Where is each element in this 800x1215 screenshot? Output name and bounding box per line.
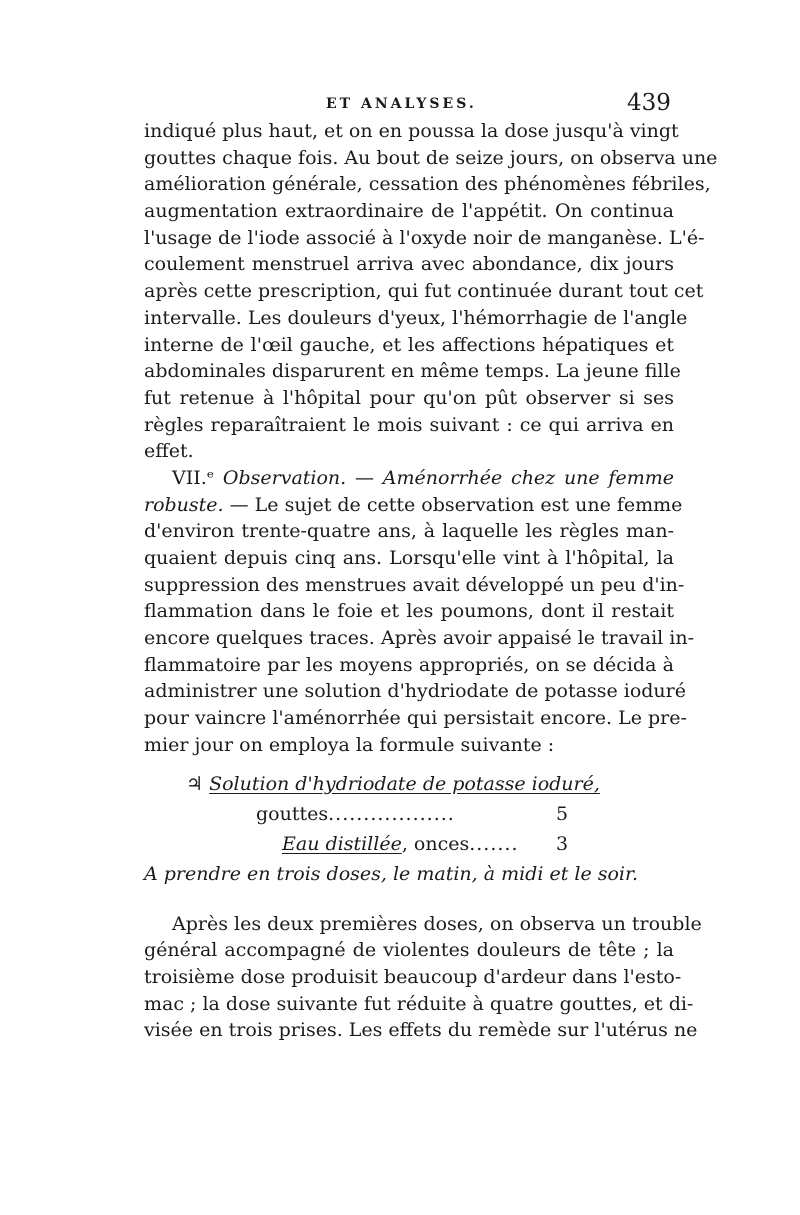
text-line: coulement menstruel arriva avec abondance, dix jours (144, 253, 674, 276)
text-line: l'usage de l'iode associé à l'oxyde noir de manganèse. L'é- (144, 226, 705, 249)
text-line: après cette prescription, qui fut continuée durant tout cet (144, 280, 704, 303)
text-line: général accompagné de violentes douleurs de tête ; la (144, 939, 674, 962)
prescription (144, 769, 674, 889)
text-line: visée en trois prises. Les effets du remède sur l'utérus ne (144, 1019, 698, 1042)
text-line: flammatoire par les moyens appropriés, on se décida à (144, 653, 674, 676)
text-line: gouttes chaque fois. Au bout de seize jours, on observa une (144, 146, 718, 169)
text-line: d'environ trente-quatre ans, à laquelle les règles man- (144, 520, 674, 543)
text-line: règles reparaîtraient le mois suivant : ce qui arriva en (144, 413, 674, 436)
page-number: 439 (627, 90, 671, 116)
observation-heading (144, 465, 674, 492)
recipe-item-name: Solution d'hydriodate de potasse ioduré, (209, 772, 600, 795)
text-line: troisième dose produisit beaucoup d'ardeur dans l'esto- (144, 965, 682, 988)
recipe-line (144, 769, 674, 799)
recipe-quantity: 5 (556, 802, 569, 825)
text-line: interne de l'œil gauche, et les affections hépatiques et (144, 333, 674, 356)
text-line: mier jour on employa la formule suivante : (144, 733, 555, 756)
recipe-quantity: 3 (556, 832, 569, 855)
text-line: fut retenue à l'hôpital pour qu'on pût observer si ses (144, 386, 674, 409)
running-head: ET ANALYSES. (326, 96, 477, 112)
recipe-symbol: ♃ (186, 772, 204, 795)
text-line: abdominales disparurent en même temps. La jeune fille (144, 360, 681, 383)
observation-title-cont: robuste. (144, 493, 224, 516)
text-line: quaient depuis cinq ans. Lorsqu'elle vint à l'hôpital, la (144, 547, 674, 569)
text-line: administrer une solution d'hydriodate de potasse ioduré (144, 680, 686, 703)
text-line: flammation dans le foie et les poumons, dont il restait (144, 600, 674, 623)
recipe-instruction: A prendre en trois doses, le matin, à midi et le soir. (144, 862, 639, 885)
text-line: pour vaincre l'aménorrhée qui persistait encore. Le pre- (144, 707, 687, 730)
recipe-unit: , onces (401, 832, 470, 855)
paragraph-continued (144, 118, 718, 465)
text-line: augmentation extraordinaire de l'appétit. On continua (144, 200, 674, 223)
recipe-dots: ....... (469, 832, 519, 855)
text-line: effet. (144, 440, 194, 463)
recipe-item-name: Eau distillée (282, 832, 402, 855)
text-line: intervalle. Les douleurs d'yeux, l'hémorrhagie de l'angle (144, 306, 688, 329)
text-line: suppression des menstrues avait développé un peu d'in- (144, 573, 685, 596)
paragraph-after (144, 911, 702, 1044)
text-line: encore quelques traces. Après avoir appaisé le travail in- (144, 627, 695, 650)
text-line: Après les deux premières doses, on observa un trouble (172, 912, 702, 935)
observation-section (144, 465, 695, 759)
recipe-unit: gouttes (256, 802, 329, 825)
text-line: amélioration générale, cessation des phénomènes fébriles, (144, 173, 711, 196)
text-line: indiqué plus haut, et on en poussa la dose jusqu'à vingt (144, 120, 679, 142)
text-block (144, 118, 718, 1044)
observation-text-start: — Le sujet de cette observation est une femme (229, 493, 683, 516)
text-line (144, 492, 683, 519)
text-line: mac ; la dose suivante fut réduite à quatre gouttes, et di- (144, 992, 694, 1015)
observation-title: Observation. — Aménorrhée chez une femme (222, 466, 674, 489)
recipe-line (144, 829, 674, 859)
recipe-dots: .................. (328, 802, 455, 825)
observation-number: VII.ᵉ (172, 466, 215, 489)
recipe-line (144, 799, 674, 829)
